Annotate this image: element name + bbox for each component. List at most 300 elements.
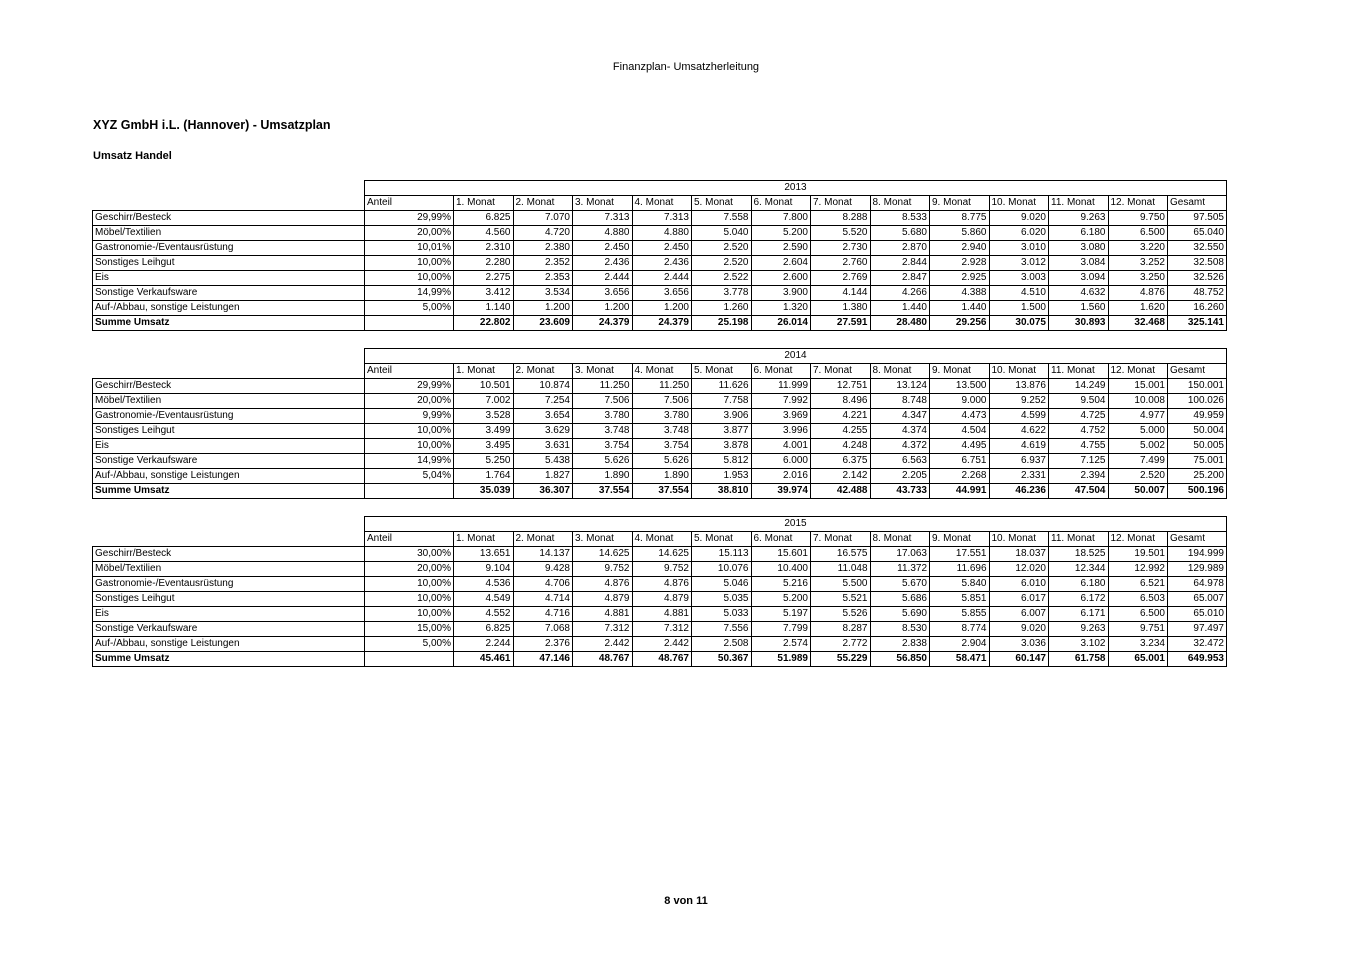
column-header: 6. Monat bbox=[751, 196, 811, 211]
sum-cell: 23.609 bbox=[513, 316, 573, 331]
month-cell: 9.752 bbox=[573, 562, 633, 577]
table-row bbox=[93, 211, 1227, 226]
month-cell: 7.992 bbox=[751, 394, 811, 409]
month-cell: 3.778 bbox=[692, 286, 752, 301]
sum-cell: 65.001 bbox=[1108, 652, 1168, 667]
column-header: Gesamt bbox=[1168, 196, 1227, 211]
month-cell: 7.070 bbox=[513, 211, 573, 226]
month-cell: 1.827 bbox=[513, 469, 573, 484]
month-cell: 3.003 bbox=[989, 271, 1049, 286]
row-label: Sonstiges Leihgut bbox=[93, 592, 365, 607]
column-header: 9. Monat bbox=[930, 532, 990, 547]
month-cell: 13.500 bbox=[930, 379, 990, 394]
month-cell: 2.928 bbox=[930, 256, 990, 271]
month-cell: 2.940 bbox=[930, 241, 990, 256]
month-cell: 4.144 bbox=[811, 286, 871, 301]
month-cell: 2.772 bbox=[811, 637, 871, 652]
month-cell: 9.263 bbox=[1049, 622, 1109, 637]
month-cell: 8.287 bbox=[811, 622, 871, 637]
sum-label: Summe Umsatz bbox=[93, 652, 365, 667]
month-cell: 1.200 bbox=[513, 301, 573, 316]
month-cell: 10.008 bbox=[1108, 394, 1168, 409]
month-cell: 2.769 bbox=[811, 271, 871, 286]
month-cell: 1.620 bbox=[1108, 301, 1168, 316]
month-cell: 1.440 bbox=[930, 301, 990, 316]
month-cell: 10.076 bbox=[692, 562, 752, 577]
table-row bbox=[93, 607, 1227, 622]
month-cell: 3.252 bbox=[1108, 256, 1168, 271]
row-label: Gastronomie-/Eventausrüstung bbox=[93, 577, 365, 592]
share-cell: 10,00% bbox=[365, 424, 454, 439]
sum-cell: 38.810 bbox=[692, 484, 752, 499]
month-cell: 2.520 bbox=[1108, 469, 1168, 484]
month-cell: 3.084 bbox=[1049, 256, 1109, 271]
share-cell: 20,00% bbox=[365, 394, 454, 409]
table-row bbox=[93, 424, 1227, 439]
row-label: Eis bbox=[93, 271, 365, 286]
sum-cell: 500.196 bbox=[1168, 484, 1227, 499]
month-cell: 2.310 bbox=[454, 241, 514, 256]
table-row bbox=[93, 469, 1227, 484]
month-cell: 2.442 bbox=[632, 637, 692, 652]
month-cell: 6.010 bbox=[989, 577, 1049, 592]
month-cell: 4.879 bbox=[573, 592, 633, 607]
month-cell: 2.450 bbox=[632, 241, 692, 256]
share-cell: 20,00% bbox=[365, 226, 454, 241]
month-cell: 4.720 bbox=[513, 226, 573, 241]
month-cell: 13.651 bbox=[454, 547, 514, 562]
month-cell: 5.000 bbox=[1108, 424, 1168, 439]
sum-cell: 27.591 bbox=[811, 316, 871, 331]
share-cell: 29,99% bbox=[365, 379, 454, 394]
row-label: Sonstige Verkaufsware bbox=[93, 286, 365, 301]
sum-cell: 32.468 bbox=[1108, 316, 1168, 331]
month-cell: 3.748 bbox=[632, 424, 692, 439]
month-cell: 5.040 bbox=[692, 226, 752, 241]
table-row bbox=[93, 562, 1227, 577]
company-title: XYZ GmbH i.L. (Hannover) - Umsatzplan bbox=[93, 118, 331, 132]
share-cell: 5,00% bbox=[365, 301, 454, 316]
column-header: 3. Monat bbox=[573, 364, 633, 379]
table-row bbox=[93, 637, 1227, 652]
total-cell: 97.505 bbox=[1168, 211, 1227, 226]
month-cell: 9.750 bbox=[1108, 211, 1168, 226]
column-header: 8. Monat bbox=[870, 364, 930, 379]
month-cell: 5.521 bbox=[811, 592, 871, 607]
sum-cell: 22.802 bbox=[454, 316, 514, 331]
month-cell: 17.551 bbox=[930, 547, 990, 562]
month-cell: 1.440 bbox=[870, 301, 930, 316]
month-cell: 4.752 bbox=[1049, 424, 1109, 439]
row-label: Auf-/Abbau, sonstige Leistungen bbox=[93, 637, 365, 652]
month-cell: 5.840 bbox=[930, 577, 990, 592]
month-cell: 6.171 bbox=[1049, 607, 1109, 622]
sum-row bbox=[93, 316, 1227, 331]
month-cell: 5.035 bbox=[692, 592, 752, 607]
total-cell: 32.526 bbox=[1168, 271, 1227, 286]
table-row bbox=[93, 577, 1227, 592]
month-cell: 9.752 bbox=[632, 562, 692, 577]
table-row bbox=[93, 226, 1227, 241]
column-header: 2. Monat bbox=[513, 532, 573, 547]
month-cell: 3.528 bbox=[454, 409, 514, 424]
month-cell: 9.020 bbox=[989, 622, 1049, 637]
month-cell: 1.500 bbox=[989, 301, 1049, 316]
column-header: 10. Monat bbox=[989, 532, 1049, 547]
section-title: Umsatz Handel bbox=[93, 150, 172, 162]
month-cell: 4.755 bbox=[1049, 439, 1109, 454]
month-cell: 4.706 bbox=[513, 577, 573, 592]
column-header: 4. Monat bbox=[632, 532, 692, 547]
row-label: Auf-/Abbau, sonstige Leistungen bbox=[93, 301, 365, 316]
share-cell: 5,04% bbox=[365, 469, 454, 484]
month-cell: 9.020 bbox=[989, 211, 1049, 226]
share-cell: 10,00% bbox=[365, 607, 454, 622]
month-cell: 4.560 bbox=[454, 226, 514, 241]
month-cell: 3.412 bbox=[454, 286, 514, 301]
column-header: 11. Monat bbox=[1049, 532, 1109, 547]
month-cell: 4.879 bbox=[632, 592, 692, 607]
row-label: Möbel/Textilien bbox=[93, 562, 365, 577]
month-cell: 4.255 bbox=[811, 424, 871, 439]
month-cell: 4.714 bbox=[513, 592, 573, 607]
total-cell: 32.472 bbox=[1168, 637, 1227, 652]
month-cell: 3.996 bbox=[751, 424, 811, 439]
month-cell: 17.063 bbox=[870, 547, 930, 562]
share-cell: 9,99% bbox=[365, 409, 454, 424]
month-cell: 6.180 bbox=[1049, 577, 1109, 592]
month-cell: 11.999 bbox=[751, 379, 811, 394]
month-cell: 3.906 bbox=[692, 409, 752, 424]
revenue-table-2013 bbox=[92, 180, 1227, 331]
sum-row bbox=[93, 652, 1227, 667]
share-cell: 10,00% bbox=[365, 271, 454, 286]
total-cell: 65.010 bbox=[1168, 607, 1227, 622]
month-cell: 1.260 bbox=[692, 301, 752, 316]
total-cell: 32.550 bbox=[1168, 241, 1227, 256]
month-cell: 5.626 bbox=[573, 454, 633, 469]
column-header: 4. Monat bbox=[632, 364, 692, 379]
month-cell: 7.313 bbox=[573, 211, 633, 226]
month-cell: 2.205 bbox=[870, 469, 930, 484]
month-cell: 6.937 bbox=[989, 454, 1049, 469]
month-cell: 19.501 bbox=[1108, 547, 1168, 562]
sum-cell: 55.229 bbox=[811, 652, 871, 667]
month-cell: 9.104 bbox=[454, 562, 514, 577]
month-cell: 11.250 bbox=[632, 379, 692, 394]
table-row bbox=[93, 241, 1227, 256]
sum-cell: 50.007 bbox=[1108, 484, 1168, 499]
month-cell: 4.552 bbox=[454, 607, 514, 622]
row-label: Auf-/Abbau, sonstige Leistungen bbox=[93, 469, 365, 484]
month-cell: 5.002 bbox=[1108, 439, 1168, 454]
month-cell: 3.499 bbox=[454, 424, 514, 439]
month-cell: 2.376 bbox=[513, 637, 573, 652]
month-cell: 2.380 bbox=[513, 241, 573, 256]
column-header: 7. Monat bbox=[811, 196, 871, 211]
table-row bbox=[93, 271, 1227, 286]
sum-cell: 58.471 bbox=[930, 652, 990, 667]
month-cell: 2.394 bbox=[1049, 469, 1109, 484]
month-cell: 2.436 bbox=[573, 256, 633, 271]
column-header: 2. Monat bbox=[513, 364, 573, 379]
month-cell: 5.670 bbox=[870, 577, 930, 592]
month-cell: 2.444 bbox=[632, 271, 692, 286]
sum-cell bbox=[365, 316, 454, 331]
month-cell: 16.575 bbox=[811, 547, 871, 562]
month-cell: 4.716 bbox=[513, 607, 573, 622]
column-header: 5. Monat bbox=[692, 364, 752, 379]
table-row bbox=[93, 256, 1227, 271]
month-cell: 12.992 bbox=[1108, 562, 1168, 577]
column-header: 12. Monat bbox=[1108, 532, 1168, 547]
row-label: Sonstiges Leihgut bbox=[93, 424, 365, 439]
month-cell: 3.220 bbox=[1108, 241, 1168, 256]
total-cell: 65.040 bbox=[1168, 226, 1227, 241]
share-cell: 15,00% bbox=[365, 622, 454, 637]
month-cell: 2.590 bbox=[751, 241, 811, 256]
table-row bbox=[93, 286, 1227, 301]
month-cell: 9.428 bbox=[513, 562, 573, 577]
month-cell: 1.380 bbox=[811, 301, 871, 316]
month-cell: 14.137 bbox=[513, 547, 573, 562]
sum-cell: 30.893 bbox=[1049, 316, 1109, 331]
month-cell: 1.953 bbox=[692, 469, 752, 484]
share-cell: 5,00% bbox=[365, 637, 454, 652]
sum-cell: 47.504 bbox=[1049, 484, 1109, 499]
column-header: 5. Monat bbox=[692, 196, 752, 211]
month-cell: 1.320 bbox=[751, 301, 811, 316]
month-cell: 3.878 bbox=[692, 439, 752, 454]
month-cell: 2.016 bbox=[751, 469, 811, 484]
row-label: Geschirr/Besteck bbox=[93, 547, 365, 562]
share-cell: 10,00% bbox=[365, 577, 454, 592]
sum-cell: 45.461 bbox=[454, 652, 514, 667]
sum-cell: 48.767 bbox=[632, 652, 692, 667]
sum-cell: 47.146 bbox=[513, 652, 573, 667]
month-cell: 11.250 bbox=[573, 379, 633, 394]
month-cell: 14.625 bbox=[632, 547, 692, 562]
sum-cell: 42.488 bbox=[811, 484, 871, 499]
month-cell: 5.200 bbox=[751, 592, 811, 607]
column-header: 8. Monat bbox=[870, 196, 930, 211]
month-cell: 1.140 bbox=[454, 301, 514, 316]
column-header: 10. Monat bbox=[989, 364, 1049, 379]
month-cell: 13.124 bbox=[870, 379, 930, 394]
sum-cell: 61.758 bbox=[1049, 652, 1109, 667]
month-cell: 3.900 bbox=[751, 286, 811, 301]
month-cell: 2.760 bbox=[811, 256, 871, 271]
month-cell: 2.275 bbox=[454, 271, 514, 286]
row-label: Gastronomie-/Eventausrüstung bbox=[93, 409, 365, 424]
sum-cell: 56.850 bbox=[870, 652, 930, 667]
month-cell: 8.775 bbox=[930, 211, 990, 226]
page-header: Finanzplan- Umsatzherleitung bbox=[612, 61, 760, 73]
month-cell: 5.200 bbox=[751, 226, 811, 241]
total-cell: 65.007 bbox=[1168, 592, 1227, 607]
sum-cell: 44.991 bbox=[930, 484, 990, 499]
month-cell: 8.496 bbox=[811, 394, 871, 409]
month-cell: 7.312 bbox=[632, 622, 692, 637]
row-label: Sonstige Verkaufsware bbox=[93, 622, 365, 637]
month-cell: 4.388 bbox=[930, 286, 990, 301]
month-cell: 5.197 bbox=[751, 607, 811, 622]
sum-cell: 325.141 bbox=[1168, 316, 1227, 331]
row-label: Sonstige Verkaufsware bbox=[93, 454, 365, 469]
sum-cell: 28.480 bbox=[870, 316, 930, 331]
column-header: 6. Monat bbox=[751, 364, 811, 379]
month-cell: 12.344 bbox=[1049, 562, 1109, 577]
month-cell: 7.499 bbox=[1108, 454, 1168, 469]
column-header: 6. Monat bbox=[751, 532, 811, 547]
month-cell: 6.825 bbox=[454, 211, 514, 226]
share-cell: 10,00% bbox=[365, 439, 454, 454]
month-cell: 6.007 bbox=[989, 607, 1049, 622]
month-cell: 3.654 bbox=[513, 409, 573, 424]
month-cell: 3.094 bbox=[1049, 271, 1109, 286]
month-cell: 4.510 bbox=[989, 286, 1049, 301]
table-row bbox=[93, 409, 1227, 424]
month-cell: 7.506 bbox=[632, 394, 692, 409]
month-cell: 9.252 bbox=[989, 394, 1049, 409]
month-cell: 3.629 bbox=[513, 424, 573, 439]
month-cell: 3.080 bbox=[1049, 241, 1109, 256]
column-header: Gesamt bbox=[1168, 364, 1227, 379]
month-cell: 6.172 bbox=[1049, 592, 1109, 607]
month-cell: 4.599 bbox=[989, 409, 1049, 424]
share-cell: 20,00% bbox=[365, 562, 454, 577]
month-cell: 2.520 bbox=[692, 241, 752, 256]
column-header: Gesamt bbox=[1168, 532, 1227, 547]
row-label: Sonstiges Leihgut bbox=[93, 256, 365, 271]
month-cell: 6.020 bbox=[989, 226, 1049, 241]
total-cell: 50.004 bbox=[1168, 424, 1227, 439]
table-row bbox=[93, 379, 1227, 394]
column-header: 12. Monat bbox=[1108, 364, 1168, 379]
row-label: Eis bbox=[93, 607, 365, 622]
month-cell: 6.000 bbox=[751, 454, 811, 469]
month-cell: 3.877 bbox=[692, 424, 752, 439]
month-cell: 4.221 bbox=[811, 409, 871, 424]
month-cell: 3.754 bbox=[632, 439, 692, 454]
month-cell: 2.904 bbox=[930, 637, 990, 652]
revenue-table-2014 bbox=[92, 348, 1227, 499]
month-cell: 2.268 bbox=[930, 469, 990, 484]
month-cell: 2.600 bbox=[751, 271, 811, 286]
month-cell: 5.250 bbox=[454, 454, 514, 469]
month-cell: 3.780 bbox=[573, 409, 633, 424]
total-cell: 150.001 bbox=[1168, 379, 1227, 394]
month-cell: 4.632 bbox=[1049, 286, 1109, 301]
month-cell: 2.353 bbox=[513, 271, 573, 286]
month-cell: 18.037 bbox=[989, 547, 1049, 562]
column-header: 7. Monat bbox=[811, 364, 871, 379]
share-cell: 29,99% bbox=[365, 211, 454, 226]
month-cell: 5.851 bbox=[930, 592, 990, 607]
month-cell: 7.068 bbox=[513, 622, 573, 637]
table-row bbox=[93, 622, 1227, 637]
month-cell: 2.444 bbox=[573, 271, 633, 286]
month-cell: 6.751 bbox=[930, 454, 990, 469]
month-cell: 7.125 bbox=[1049, 454, 1109, 469]
month-cell: 11.696 bbox=[930, 562, 990, 577]
month-cell: 5.686 bbox=[870, 592, 930, 607]
month-cell: 3.534 bbox=[513, 286, 573, 301]
row-label: Geschirr/Besteck bbox=[93, 211, 365, 226]
month-cell: 2.730 bbox=[811, 241, 871, 256]
month-cell: 7.312 bbox=[573, 622, 633, 637]
month-cell: 9.263 bbox=[1049, 211, 1109, 226]
month-cell: 15.001 bbox=[1108, 379, 1168, 394]
share-cell: 14,99% bbox=[365, 454, 454, 469]
month-cell: 10.874 bbox=[513, 379, 573, 394]
month-cell: 9.504 bbox=[1049, 394, 1109, 409]
total-cell: 129.989 bbox=[1168, 562, 1227, 577]
month-cell: 14.625 bbox=[573, 547, 633, 562]
month-cell: 4.473 bbox=[930, 409, 990, 424]
sum-cell: 24.379 bbox=[632, 316, 692, 331]
table-row bbox=[93, 439, 1227, 454]
month-cell: 2.847 bbox=[870, 271, 930, 286]
month-cell: 6.500 bbox=[1108, 607, 1168, 622]
month-cell: 2.142 bbox=[811, 469, 871, 484]
month-cell: 4.001 bbox=[751, 439, 811, 454]
month-cell: 11.048 bbox=[811, 562, 871, 577]
month-cell: 4.504 bbox=[930, 424, 990, 439]
month-cell: 10.400 bbox=[751, 562, 811, 577]
share-cell: 10,01% bbox=[365, 241, 454, 256]
month-cell: 4.248 bbox=[811, 439, 871, 454]
sum-cell: 25.198 bbox=[692, 316, 752, 331]
month-cell: 3.102 bbox=[1049, 637, 1109, 652]
total-cell: 194.999 bbox=[1168, 547, 1227, 562]
row-label: Eis bbox=[93, 439, 365, 454]
page-footer: 8 von 11 bbox=[664, 895, 708, 907]
sum-cell: 29.256 bbox=[930, 316, 990, 331]
month-cell: 7.254 bbox=[513, 394, 573, 409]
month-cell: 8.533 bbox=[870, 211, 930, 226]
year-label: 2014 bbox=[365, 349, 1227, 364]
month-cell: 4.881 bbox=[632, 607, 692, 622]
month-cell: 7.800 bbox=[751, 211, 811, 226]
month-cell: 2.522 bbox=[692, 271, 752, 286]
sum-cell: 35.039 bbox=[454, 484, 514, 499]
month-cell: 4.619 bbox=[989, 439, 1049, 454]
month-cell: 4.536 bbox=[454, 577, 514, 592]
month-cell: 3.969 bbox=[751, 409, 811, 424]
month-cell: 11.372 bbox=[870, 562, 930, 577]
month-cell: 5.860 bbox=[930, 226, 990, 241]
share-cell: 30,00% bbox=[365, 547, 454, 562]
month-cell: 7.758 bbox=[692, 394, 752, 409]
month-cell: 5.438 bbox=[513, 454, 573, 469]
month-cell: 3.010 bbox=[989, 241, 1049, 256]
month-cell: 4.725 bbox=[1049, 409, 1109, 424]
column-header: 1. Monat bbox=[454, 196, 514, 211]
month-cell: 4.549 bbox=[454, 592, 514, 607]
table-row bbox=[93, 394, 1227, 409]
month-cell: 9.751 bbox=[1108, 622, 1168, 637]
column-header: 10. Monat bbox=[989, 196, 1049, 211]
month-cell: 3.754 bbox=[573, 439, 633, 454]
month-cell: 2.508 bbox=[692, 637, 752, 652]
sum-cell: 48.767 bbox=[573, 652, 633, 667]
month-cell: 7.506 bbox=[573, 394, 633, 409]
month-cell: 2.244 bbox=[454, 637, 514, 652]
column-header: Anteil bbox=[365, 196, 454, 211]
total-cell: 100.026 bbox=[1168, 394, 1227, 409]
month-cell: 2.352 bbox=[513, 256, 573, 271]
